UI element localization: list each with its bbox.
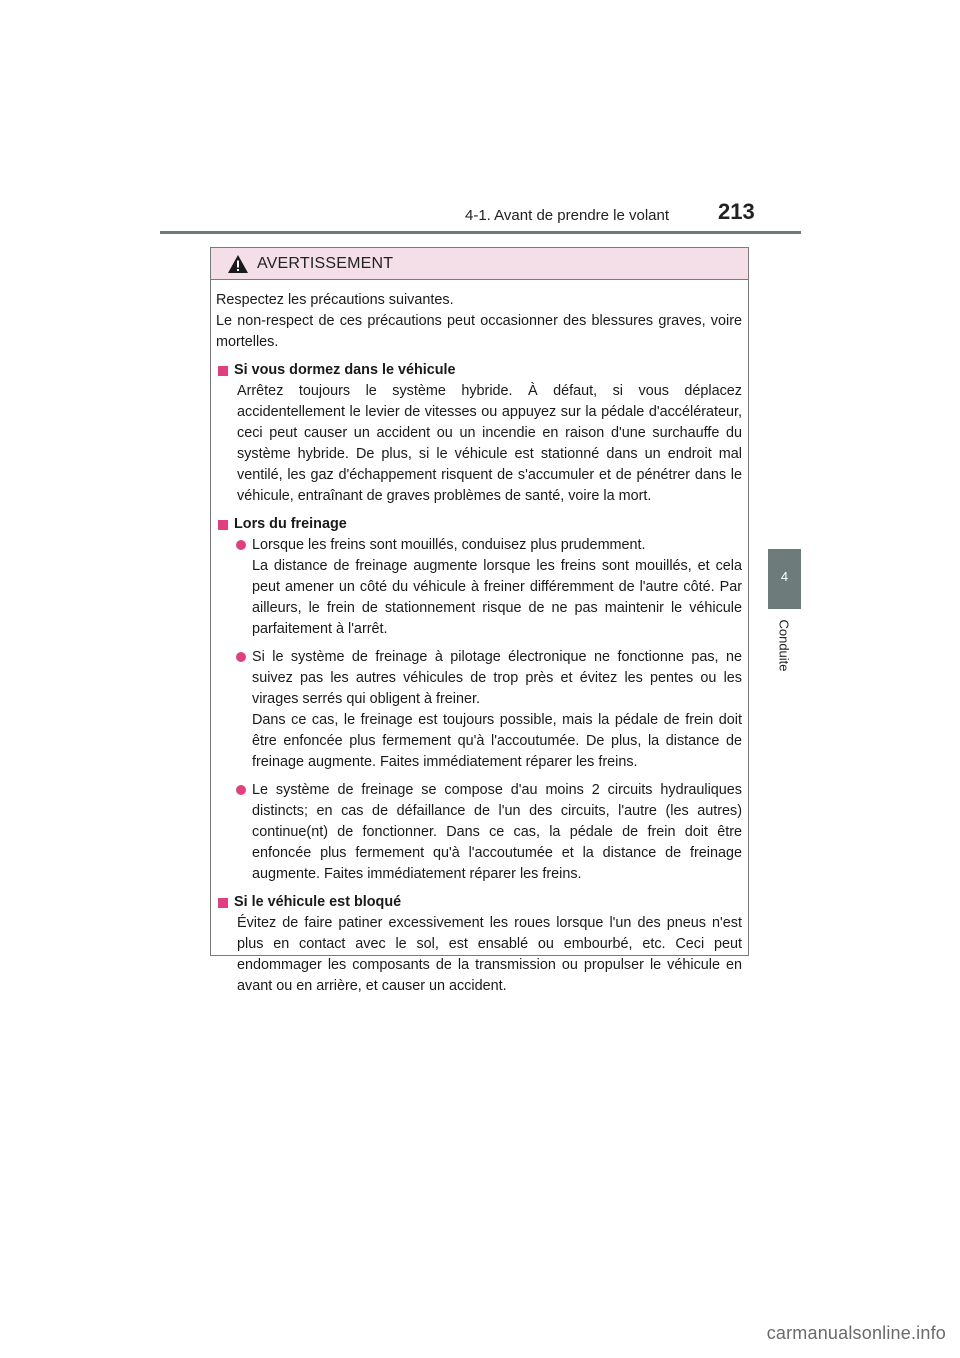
- chapter-tab-label-text: Conduite: [776, 618, 792, 672]
- watermark: carmanualsonline.info: [766, 1323, 946, 1343]
- bullet-text: Si le système de freinage à pilotage électronique ne fonctionne pas, ne suivez pas les autres véhicules de trop près et évitez les pentes ou les virages serrés qui obligent à freiner.: [252, 649, 742, 707]
- circle-bullet-icon: [236, 785, 246, 795]
- section-heading-text: Lors du freinage: [234, 516, 347, 532]
- chapter-tab-label: [756, 613, 813, 677]
- warning-triangle-icon: [227, 254, 249, 274]
- section-text: Évitez de faire patiner excessivement les roues lorsque l'un des pneus n'est plus en contact avec le sol, est ensablé ou embourbé, etc. Ceci peut endommager les composants de la transmission ou propulser le véhicule en avant ou en arrière, et causer un accident.: [237, 915, 742, 994]
- intro-line: Respectez les précautions suivantes.: [216, 292, 454, 308]
- square-bullet-icon: [218, 520, 228, 530]
- circle-bullet-icon: [236, 652, 246, 662]
- list-item: [216, 647, 742, 773]
- circle-bullet-icon: [236, 540, 246, 550]
- section-sleeping: [216, 360, 742, 507]
- bullet-text: Dans ce cas, le freinage est toujours possible, mais la pédale de frein doit être enfoncée plus fermement qu'à l'accoutumée. De plus, la distance de freinage augmente. Faites immédiatement réparer les freins.: [252, 712, 742, 770]
- chapter-tab-number: 4: [780, 569, 789, 584]
- warning-box: [210, 247, 749, 994]
- warning-intro: [216, 290, 742, 353]
- page-number: 213: [718, 199, 755, 224]
- section-title: 4-1. Avant de prendre le volant: [465, 207, 670, 224]
- section-heading: [216, 360, 742, 381]
- bullet-text: La distance de freinage augmente lorsque les freins sont mouillés, et cela peut amener un côté du véhicule à freiner différemment de l'autre côté. Par ailleurs, le frein de stationnement risque de ne pas maintenir le véhicule parfaitement à l'arrêt.: [252, 558, 742, 637]
- section-heading-text: Si le véhicule est bloqué: [234, 894, 402, 910]
- square-bullet-icon: [218, 898, 228, 908]
- warning-title: AVERTISSEMENT: [257, 254, 394, 272]
- square-bullet-icon: [218, 366, 228, 376]
- list-item: [216, 780, 742, 885]
- bullet-text: Le système de freinage se compose d'au moins 2 circuits hydrauliques distincts; en cas de défaillance de l'un des circuits, l'autre (les autres) continue(nt) de fonctionner. Dans ce cas, la pédale de frein doit être enfoncée plus fermement qu'à l'accoutumée et la distance de freinage augmente. Faites immédiatement réparer les freins.: [252, 782, 742, 882]
- section-heading: [216, 514, 742, 535]
- intro-line: Le non-respect de ces précautions peut occasionner des blessures graves, voire mortelles.: [216, 313, 742, 350]
- bullet-text: Lorsque les freins sont mouillés, conduisez plus prudemment.: [252, 537, 646, 553]
- section-braking: [216, 514, 742, 885]
- section-heading: [216, 892, 742, 913]
- warning-body: [211, 280, 748, 997]
- section-heading-text: Si vous dormez dans le véhicule: [234, 362, 456, 378]
- section-text: Arrêtez toujours le système hybride. À défaut, si vous déplacez accidentellement le levier de vitesses ou appuyez sur la pédale d'accélérateur, ceci peut causer un accident ou un incendie en raison d'une surchauffe du système hybride. De plus, si le véhicule est stationné dans un endroit mal ventilé, les gaz d'échappement risquent de s'accumuler et de pénétrer dans le véhicule, entraînant de graves problèmes de santé, voire la mort.: [237, 383, 742, 504]
- list-item: [216, 535, 742, 640]
- header-divider: [160, 231, 801, 234]
- warning-header: [211, 248, 748, 280]
- section-stuck: [216, 892, 742, 997]
